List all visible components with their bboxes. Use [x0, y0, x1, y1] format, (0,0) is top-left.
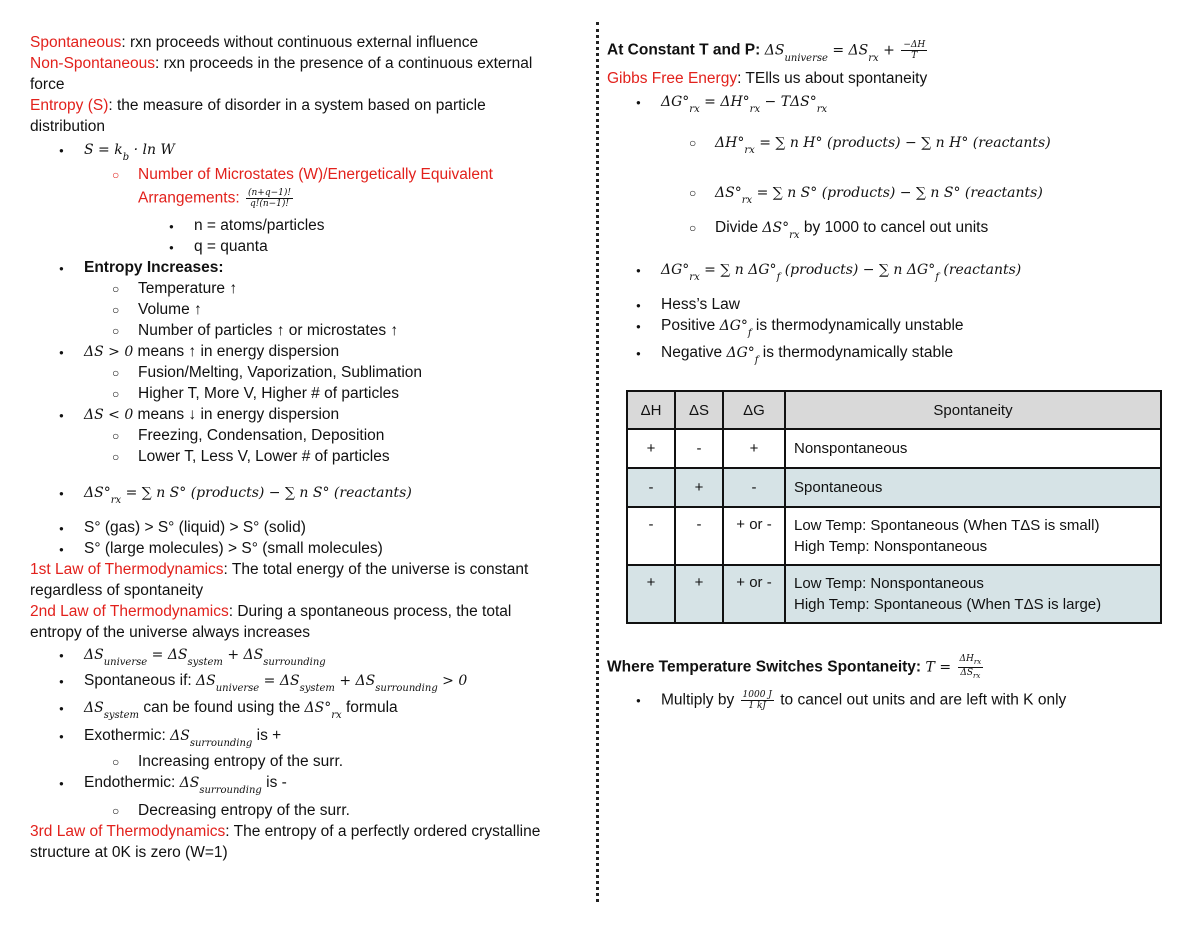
math: ΔS < 0: [84, 407, 134, 423]
hess-law: ● Hess’s Law: [661, 295, 740, 315]
cell-spontaneity: [785, 507, 1161, 565]
header-dh: ΔH: [627, 391, 675, 429]
text: Positive: [661, 317, 720, 334]
cell-dh: +: [627, 565, 675, 623]
size-order: ● S° (large molecules) > S° (small molecules): [84, 539, 383, 559]
math: = ΔS: [147, 647, 188, 663]
constant-tp-equation: [607, 40, 929, 63]
math: ΔG°: [661, 94, 690, 110]
cell-dg: + or -: [723, 507, 785, 565]
math-sub: surrounding: [199, 785, 262, 796]
denominator: T: [911, 51, 918, 61]
text: formula: [341, 699, 398, 716]
ds-rx-equation-right: [715, 183, 1043, 205]
cell-ds: -: [675, 429, 723, 468]
text: can be found using the: [139, 699, 305, 716]
math: ΔS°: [715, 185, 742, 201]
math: · ln W: [129, 142, 175, 158]
math-sub: rx: [816, 104, 828, 115]
math: ΔG°: [719, 318, 748, 334]
numerator: (n+q−1)!: [247, 188, 291, 198]
math-sub: system: [103, 710, 140, 721]
text: is -: [261, 774, 287, 791]
math-sub: rx: [689, 272, 700, 283]
list-item: ○ Volume ↑: [138, 300, 202, 320]
math: ΔH°: [715, 135, 745, 151]
label: At Constant T and P:: [607, 41, 761, 59]
ds-negative: [84, 405, 339, 425]
math: (reactants): [938, 262, 1022, 278]
ds-positive: [84, 342, 339, 362]
def-continuation: distribution: [30, 118, 105, 135]
math-sub: rx: [741, 195, 753, 206]
cell-dh: -: [627, 507, 675, 565]
term-spontaneous: Spontaneous: [30, 34, 122, 51]
math-sub: rx: [868, 52, 879, 64]
table-row: [627, 565, 1161, 623]
entropy-increases-heading: ● Entropy Increases:: [84, 258, 224, 278]
text: by 1000 to cancel out units: [799, 219, 989, 236]
text: is thermodynamically unstable: [751, 317, 964, 334]
math-sub: rx: [749, 104, 761, 115]
math: ΔS: [179, 775, 200, 791]
numerator: 1000 J: [742, 690, 772, 700]
math-sub: rx: [689, 104, 700, 115]
denominator: [960, 668, 980, 681]
def-text: : the measure of disorder in a system based on particle: [108, 97, 486, 114]
header-ds: ΔS: [675, 391, 723, 429]
spontaneity-table: [626, 390, 1162, 624]
math: = ∑ n H° (products) − ∑ n H° (reactants): [754, 135, 1051, 151]
multiply-note: [661, 690, 1066, 711]
math: = ∑ n S° (products) − ∑ n S° (reactants): [121, 485, 412, 501]
table-header-row: [627, 391, 1161, 429]
term-law2: 2nd Law of Thermodynamics: [30, 603, 229, 620]
law3: [30, 822, 540, 842]
text: Endothermic:: [84, 774, 180, 791]
cell-dh: +: [627, 429, 675, 468]
math-sub: f: [747, 328, 752, 339]
text: Exothermic:: [84, 727, 171, 744]
math-sub: surrounding: [375, 683, 438, 694]
exothermic: [84, 726, 281, 748]
list-item: ● q = quanta: [194, 237, 268, 257]
def-continuation: force: [30, 76, 65, 93]
table-row: [627, 507, 1161, 565]
math: (products) − ∑ n ΔG°: [780, 262, 936, 278]
math-sub: rx: [744, 145, 755, 156]
term-gibbs: Gibbs Free Energy: [607, 70, 738, 87]
list-item: ○ Number of particles ↑ or microstates ↑: [138, 321, 398, 341]
math: = ΔS: [827, 42, 869, 59]
dh-rx-equation: [715, 133, 1051, 155]
cell-ds: -: [675, 507, 723, 565]
term-law3: 3rd Law of Thermodynamics: [30, 823, 226, 840]
text: Multiply by: [661, 691, 739, 709]
math-sub: b: [122, 152, 130, 163]
cell-ds: +: [675, 565, 723, 623]
units-fraction: [741, 690, 774, 711]
math: ΔG°: [661, 262, 690, 278]
def-text: : rxn proceeds in the presence of a continuous external: [154, 55, 533, 72]
header-dg: ΔG: [723, 391, 785, 429]
column-divider: [596, 22, 599, 902]
numerator: [958, 654, 984, 668]
def-text: : rxn proceeds without continuous external influence: [121, 34, 479, 51]
plus: +: [878, 42, 900, 59]
endothermic: [84, 773, 287, 795]
ds-rx-equation: [84, 483, 412, 505]
list-item: ○ Freezing, Condensation, Deposition: [138, 426, 384, 446]
math: T =: [921, 659, 956, 676]
math: ΔS: [196, 673, 216, 689]
cell-dg: +: [723, 429, 785, 468]
math: ΔS: [760, 42, 785, 59]
law2: [30, 602, 511, 622]
def-continuation: regardless of spontaneity: [30, 582, 204, 599]
math: ΔS: [84, 647, 104, 663]
gibbs-equation: [661, 92, 827, 114]
text: means ↓ in energy dispersion: [133, 406, 340, 423]
text: is +: [252, 727, 282, 744]
math-sub: universe: [103, 657, 148, 668]
math: ΔS: [170, 728, 190, 744]
list-item: ○ Higher T, More V, Higher # of particles: [138, 384, 399, 404]
math: ΔS: [84, 700, 104, 716]
list-item: ○ Temperature ↑: [138, 279, 237, 299]
entropy-definition: [30, 96, 486, 116]
cell-spontaneity: Nonspontaneous: [785, 429, 1161, 468]
def-continuation: entropy of the universe always increases: [30, 624, 311, 641]
math-sub: f: [935, 272, 939, 283]
def-text: : The entropy of a perfectly ordered crystalline: [225, 823, 541, 840]
dh-over-t-fraction: [901, 40, 927, 61]
math: S = k: [84, 142, 123, 158]
cell-spontaneity: [785, 565, 1161, 623]
math-sub: surrounding: [189, 738, 253, 749]
system-found: [84, 698, 398, 720]
denominator: q!(n−1)!: [249, 199, 290, 209]
math: ΔS°: [84, 485, 111, 501]
divide-note: [715, 218, 988, 240]
math: = ΔS: [259, 673, 300, 689]
math: + ΔS: [222, 647, 264, 663]
text: Spontaneous if:: [84, 672, 197, 689]
text: is thermodynamically stable: [758, 344, 954, 361]
spontaneous-definition: [30, 33, 478, 53]
list-item: ○ Lower T, Less V, Lower # of particles: [138, 447, 390, 467]
math: = ∑ n S° (products) − ∑ n S° (reactants): [752, 185, 1043, 201]
spontaneity-line: High Temp: Nonspontaneous: [794, 538, 988, 555]
math: − TΔS°: [760, 94, 817, 110]
den-text: ΔS: [960, 667, 974, 678]
cell-dh: -: [627, 468, 675, 507]
spontaneity-line: Low Temp: Nonspontaneous: [794, 575, 984, 592]
gibbs-definition: [607, 69, 927, 89]
math-sub: universe: [784, 52, 828, 64]
text: means ↑ in energy dispersion: [133, 343, 340, 360]
term-nonspontaneous: Non-Spontaneous: [30, 55, 155, 72]
universe-equation: [84, 645, 326, 667]
text: Divide: [715, 219, 763, 236]
math: = ∑ n ΔG°: [699, 262, 777, 278]
math-sub: rx: [110, 495, 122, 506]
text: to cancel out units and are left with K only: [775, 691, 1067, 709]
law1: [30, 560, 528, 580]
negative-dgf: [661, 343, 953, 365]
num-text: ΔH: [959, 654, 974, 664]
math: ΔS°: [304, 700, 332, 716]
math: ΔS > 0: [84, 344, 134, 360]
def-continuation: structure at 0K is zero (W=1): [30, 844, 228, 861]
def-text: : During a spontaneous process, the total: [228, 603, 512, 620]
math-sub: system: [187, 657, 223, 668]
list-item: ○ Fusion/Melting, Vaporization, Sublimation: [138, 363, 422, 383]
numerator: −ΔH: [903, 40, 926, 50]
denominator: 1 kJ: [748, 701, 767, 711]
den-sub: rx: [973, 671, 981, 680]
table-row: [627, 468, 1161, 507]
num-sub: rx: [973, 657, 982, 666]
math: ΔS°: [762, 220, 790, 236]
cell-spontaneity: Spontaneous: [785, 468, 1161, 507]
math: ΔG°: [726, 345, 755, 361]
dg-rx-equation: [661, 260, 1021, 282]
math-sub: f: [754, 355, 759, 366]
cell-dg: -: [723, 468, 785, 507]
math-sub: rx: [331, 710, 342, 721]
def-text: : The total energy of the universe is constant: [223, 561, 529, 578]
boltzmann-equation: [84, 140, 175, 162]
math-sub: f: [776, 272, 781, 283]
spontaneous-if: [84, 671, 467, 693]
math-sub: universe: [215, 683, 260, 694]
switch-fraction: [958, 654, 984, 681]
positive-dgf: [661, 316, 964, 338]
math: + ΔS: [334, 673, 376, 689]
math-sub: rx: [789, 230, 800, 241]
def-text: : TElls us about spontaneity: [737, 70, 928, 87]
phase-order: ● S° (gas) > S° (liquid) > S° (solid): [84, 518, 306, 538]
label: Arrangements:: [138, 189, 240, 207]
term-law1: 1st Law of Thermodynamics: [30, 561, 224, 578]
cell-ds: +: [675, 468, 723, 507]
table-row: [627, 429, 1161, 468]
math: > 0: [437, 673, 468, 689]
header-spontaneity: Spontaneity: [785, 391, 1161, 429]
term-entropy: Entropy (S): [30, 97, 109, 114]
spontaneity-line: High Temp: Spontaneous (When TΔS is large): [794, 596, 1102, 613]
list-item: ○ Decreasing entropy of the surr.: [138, 801, 350, 821]
microstates-formula: [138, 188, 295, 209]
math-sub: system: [299, 683, 335, 694]
nonspontaneous-definition: [30, 54, 532, 74]
microstates-fraction: [246, 188, 293, 209]
label: Where Temperature Switches Spontaneity:: [607, 658, 922, 676]
list-item: ○ Increasing entropy of the surr.: [138, 752, 343, 772]
text: Negative: [661, 344, 727, 361]
microstates-label: ○ Number of Microstates (W)/Energetically Equivalent: [138, 165, 493, 185]
math: = ΔH°: [699, 94, 750, 110]
spontaneity-line: Low Temp: Spontaneous (When TΔS is small): [794, 517, 1100, 534]
list-item: ● n = atoms/particles: [194, 216, 325, 236]
math-sub: surrounding: [263, 657, 326, 668]
cell-dg: + or -: [723, 565, 785, 623]
switch-temperature: [607, 654, 985, 681]
